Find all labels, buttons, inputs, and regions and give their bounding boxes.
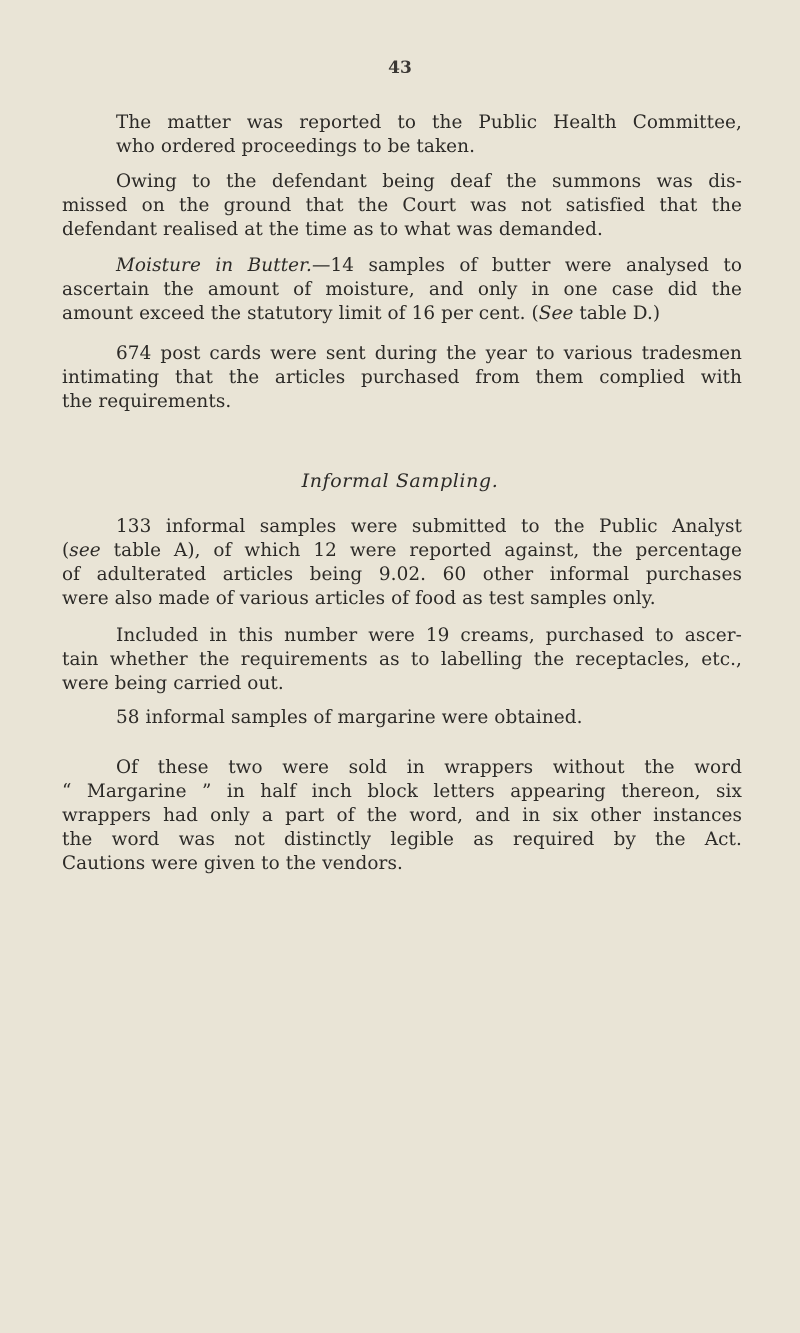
paragraph-wrappers: [62, 756, 742, 876]
text-line: were also made of various articles of food as test samples only.: [62, 588, 656, 609]
text-line: were being carried out.: [62, 673, 284, 694]
text-line: (see table A), of which 12 were reported against, the percentage: [62, 540, 742, 561]
paragraph-defendant: [62, 170, 742, 242]
text-line: Cautions were given to the vendors.: [62, 853, 403, 874]
text-line: ascertain the amount of moisture, and only in one case did the: [62, 279, 742, 300]
text-line: missed on the ground that the Court was not satisfied that the: [62, 195, 742, 216]
section-heading: Informal Sampling.: [301, 470, 499, 492]
text-line: defendant realised at the time as to what was demanded.: [62, 219, 603, 240]
text-line: amount exceed the statutory limit of 16 per cent. (See table D.): [62, 303, 661, 324]
paragraph-post-cards: [62, 342, 742, 414]
text-line: of adulterated articles being 9.02. 60 other informal purchases: [62, 564, 742, 585]
text-line: Of these two were sold in wrappers without the word: [116, 757, 742, 778]
paragraph-margarine-samples: [116, 706, 742, 730]
text-line: Owing to the defendant being deaf the summons was dis-: [116, 171, 742, 192]
text-line: “ Margarine ” in half inch block letters appearing thereon, six: [62, 781, 742, 802]
paragraph-informal-samples: [62, 515, 742, 611]
text-line: 133 informal samples were submitted to the Public Analyst: [116, 516, 742, 537]
text-line: wrappers had only a part of the word, and in six other instances: [62, 805, 742, 826]
page-number: 43: [388, 58, 412, 78]
text-line: The matter was reported to the Public Health Committee,: [116, 112, 742, 133]
text-line: intimating that the articles purchased from them complied with: [62, 367, 742, 388]
text-line: 58 informal samples of margarine were obtained.: [116, 707, 583, 728]
text-line: who ordered proceedings to be taken.: [116, 136, 476, 157]
italic-run-see: See: [538, 303, 574, 324]
italic-run-heading: Moisture in Butter.: [116, 255, 312, 276]
text-line: Included in this number were 19 creams, purchased to ascer-: [116, 625, 742, 646]
text-line: tain whether the requirements as to labelling the receptacles, etc.,: [62, 649, 742, 670]
text-line: 674 post cards were sent during the year to various tradesmen: [116, 343, 742, 364]
paragraph-committee: [116, 111, 742, 159]
italic-run-see: see: [69, 540, 101, 561]
text-line: Moisture in Butter.—14 samples of butter were analysed to: [116, 255, 742, 276]
paragraph-creams: [62, 624, 742, 696]
paragraph-moisture-in-butter: [62, 254, 742, 326]
text-line: the word was not distinctly legible as required by the Act.: [62, 829, 742, 850]
text-line: the requirements.: [62, 391, 232, 412]
